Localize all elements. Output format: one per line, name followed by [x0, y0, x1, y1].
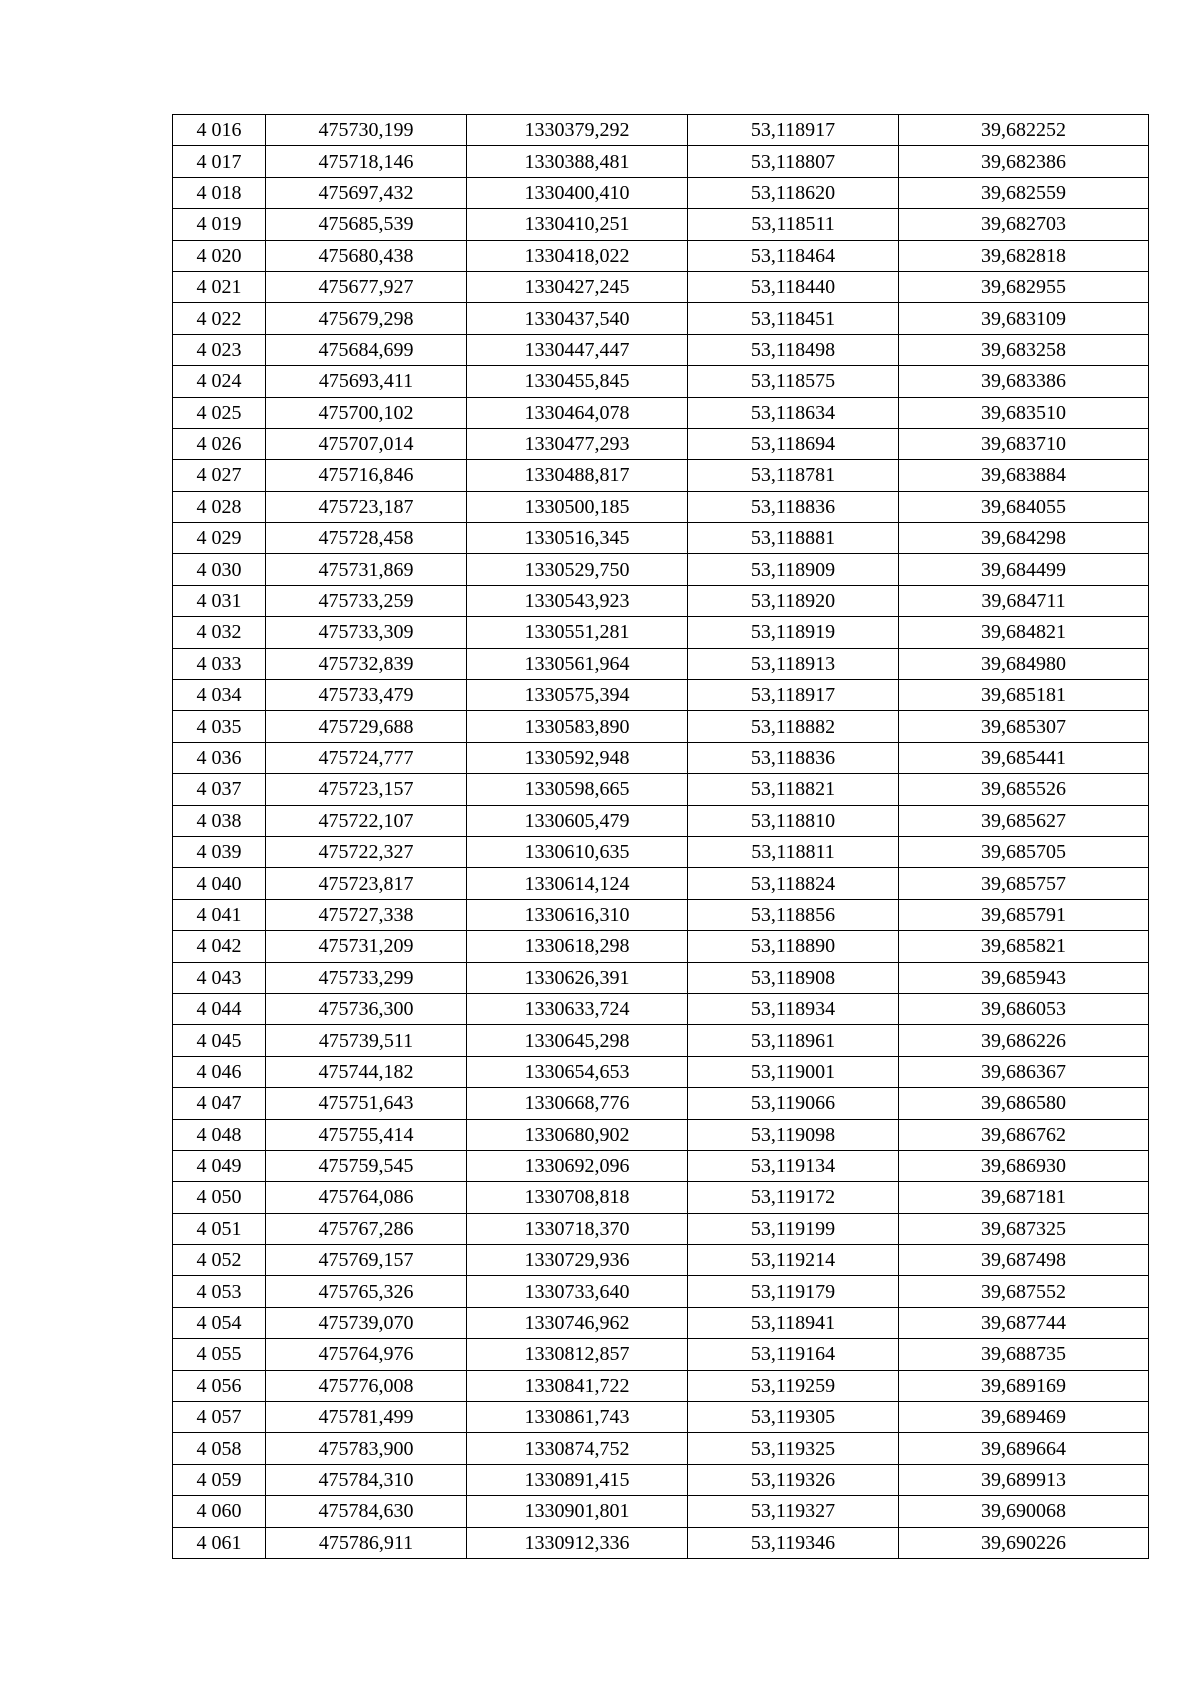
- point-number-cell: 4 033: [173, 648, 266, 679]
- y-coordinate-cell: 1330500,185: [467, 491, 688, 522]
- latitude-cell: 53,118781: [688, 460, 899, 491]
- latitude-cell: 53,119134: [688, 1150, 899, 1181]
- latitude-cell: 53,118908: [688, 962, 899, 993]
- latitude-cell: 53,118961: [688, 1025, 899, 1056]
- latitude-cell: 53,119325: [688, 1433, 899, 1464]
- table-row: [173, 1056, 1149, 1087]
- coordinates-table: [172, 114, 1149, 1559]
- y-coordinate-cell: 1330575,394: [467, 680, 688, 711]
- table-row: [173, 209, 1149, 240]
- x-coordinate-cell: 475739,511: [266, 1025, 467, 1056]
- longitude-cell: 39,685181: [899, 680, 1149, 711]
- latitude-cell: 53,119179: [688, 1276, 899, 1307]
- table-row: [173, 397, 1149, 428]
- point-number-cell: 4 036: [173, 742, 266, 773]
- y-coordinate-cell: 1330616,310: [467, 899, 688, 930]
- table-row: [173, 711, 1149, 742]
- y-coordinate-cell: 1330598,665: [467, 774, 688, 805]
- table-row: [173, 774, 1149, 805]
- point-number-cell: 4 054: [173, 1307, 266, 1338]
- point-number-cell: 4 040: [173, 868, 266, 899]
- longitude-cell: 39,685757: [899, 868, 1149, 899]
- point-number-cell: 4 024: [173, 366, 266, 397]
- longitude-cell: 39,682703: [899, 209, 1149, 240]
- latitude-cell: 53,119327: [688, 1496, 899, 1527]
- longitude-cell: 39,687181: [899, 1182, 1149, 1213]
- longitude-cell: 39,683710: [899, 428, 1149, 459]
- y-coordinate-cell: 1330874,752: [467, 1433, 688, 1464]
- table-row: [173, 868, 1149, 899]
- x-coordinate-cell: 475723,817: [266, 868, 467, 899]
- y-coordinate-cell: 1330841,722: [467, 1370, 688, 1401]
- longitude-cell: 39,683510: [899, 397, 1149, 428]
- latitude-cell: 53,118694: [688, 428, 899, 459]
- latitude-cell: 53,119172: [688, 1182, 899, 1213]
- x-coordinate-cell: 475755,414: [266, 1119, 467, 1150]
- table-row: [173, 805, 1149, 836]
- y-coordinate-cell: 1330516,345: [467, 523, 688, 554]
- y-coordinate-cell: 1330746,962: [467, 1307, 688, 1338]
- longitude-cell: 39,689913: [899, 1464, 1149, 1495]
- x-coordinate-cell: 475733,309: [266, 617, 467, 648]
- x-coordinate-cell: 475722,327: [266, 836, 467, 867]
- point-number-cell: 4 037: [173, 774, 266, 805]
- longitude-cell: 39,683884: [899, 460, 1149, 491]
- y-coordinate-cell: 1330912,336: [467, 1527, 688, 1558]
- latitude-cell: 53,119214: [688, 1245, 899, 1276]
- x-coordinate-cell: 475685,539: [266, 209, 467, 240]
- y-coordinate-cell: 1330891,415: [467, 1464, 688, 1495]
- x-coordinate-cell: 475781,499: [266, 1402, 467, 1433]
- table-row: [173, 1307, 1149, 1338]
- point-number-cell: 4 021: [173, 271, 266, 302]
- longitude-cell: 39,685307: [899, 711, 1149, 742]
- y-coordinate-cell: 1330464,078: [467, 397, 688, 428]
- y-coordinate-cell: 1330455,845: [467, 366, 688, 397]
- y-coordinate-cell: 1330379,292: [467, 115, 688, 146]
- x-coordinate-cell: 475731,209: [266, 931, 467, 962]
- x-coordinate-cell: 475730,199: [266, 115, 467, 146]
- point-number-cell: 4 026: [173, 428, 266, 459]
- latitude-cell: 53,118836: [688, 491, 899, 522]
- longitude-cell: 39,686762: [899, 1119, 1149, 1150]
- table-row: [173, 334, 1149, 365]
- latitude-cell: 53,119199: [688, 1213, 899, 1244]
- y-coordinate-cell: 1330529,750: [467, 554, 688, 585]
- point-number-cell: 4 061: [173, 1527, 266, 1558]
- x-coordinate-cell: 475723,187: [266, 491, 467, 522]
- latitude-cell: 53,119001: [688, 1056, 899, 1087]
- y-coordinate-cell: 1330561,964: [467, 648, 688, 679]
- latitude-cell: 53,118856: [688, 899, 899, 930]
- table-row: [173, 303, 1149, 334]
- x-coordinate-cell: 475722,107: [266, 805, 467, 836]
- point-number-cell: 4 029: [173, 523, 266, 554]
- longitude-cell: 39,683258: [899, 334, 1149, 365]
- point-number-cell: 4 031: [173, 585, 266, 616]
- point-number-cell: 4 059: [173, 1464, 266, 1495]
- table-row: [173, 1213, 1149, 1244]
- y-coordinate-cell: 1330410,251: [467, 209, 688, 240]
- latitude-cell: 53,118821: [688, 774, 899, 805]
- table-row: [173, 146, 1149, 177]
- point-number-cell: 4 019: [173, 209, 266, 240]
- x-coordinate-cell: 475751,643: [266, 1088, 467, 1119]
- x-coordinate-cell: 475784,630: [266, 1496, 467, 1527]
- latitude-cell: 53,119305: [688, 1402, 899, 1433]
- y-coordinate-cell: 1330645,298: [467, 1025, 688, 1056]
- point-number-cell: 4 052: [173, 1245, 266, 1276]
- table-row: [173, 1182, 1149, 1213]
- y-coordinate-cell: 1330551,281: [467, 617, 688, 648]
- y-coordinate-cell: 1330477,293: [467, 428, 688, 459]
- x-coordinate-cell: 475736,300: [266, 993, 467, 1024]
- longitude-cell: 39,686930: [899, 1150, 1149, 1181]
- y-coordinate-cell: 1330583,890: [467, 711, 688, 742]
- y-coordinate-cell: 1330614,124: [467, 868, 688, 899]
- table-row: [173, 491, 1149, 522]
- x-coordinate-cell: 475731,869: [266, 554, 467, 585]
- table-row: [173, 962, 1149, 993]
- point-number-cell: 4 038: [173, 805, 266, 836]
- x-coordinate-cell: 475764,086: [266, 1182, 467, 1213]
- y-coordinate-cell: 1330861,743: [467, 1402, 688, 1433]
- point-number-cell: 4 045: [173, 1025, 266, 1056]
- x-coordinate-cell: 475786,911: [266, 1527, 467, 1558]
- table-row: [173, 1527, 1149, 1558]
- latitude-cell: 53,118620: [688, 177, 899, 208]
- latitude-cell: 53,118811: [688, 836, 899, 867]
- longitude-cell: 39,686053: [899, 993, 1149, 1024]
- latitude-cell: 53,118919: [688, 617, 899, 648]
- point-number-cell: 4 018: [173, 177, 266, 208]
- longitude-cell: 39,688735: [899, 1339, 1149, 1370]
- x-coordinate-cell: 475764,976: [266, 1339, 467, 1370]
- table-row: [173, 617, 1149, 648]
- point-number-cell: 4 056: [173, 1370, 266, 1401]
- longitude-cell: 39,686226: [899, 1025, 1149, 1056]
- y-coordinate-cell: 1330901,801: [467, 1496, 688, 1527]
- x-coordinate-cell: 475765,326: [266, 1276, 467, 1307]
- table-row: [173, 899, 1149, 930]
- latitude-cell: 53,119326: [688, 1464, 899, 1495]
- latitude-cell: 53,119066: [688, 1088, 899, 1119]
- table-row: [173, 115, 1149, 146]
- latitude-cell: 53,118511: [688, 209, 899, 240]
- table-row: [173, 1150, 1149, 1181]
- point-number-cell: 4 049: [173, 1150, 266, 1181]
- x-coordinate-cell: 475679,298: [266, 303, 467, 334]
- longitude-cell: 39,685705: [899, 836, 1149, 867]
- y-coordinate-cell: 1330812,857: [467, 1339, 688, 1370]
- y-coordinate-cell: 1330592,948: [467, 742, 688, 773]
- longitude-cell: 39,684298: [899, 523, 1149, 554]
- y-coordinate-cell: 1330437,540: [467, 303, 688, 334]
- y-coordinate-cell: 1330388,481: [467, 146, 688, 177]
- latitude-cell: 53,119098: [688, 1119, 899, 1150]
- point-number-cell: 4 027: [173, 460, 266, 491]
- latitude-cell: 53,119346: [688, 1527, 899, 1558]
- y-coordinate-cell: 1330680,902: [467, 1119, 688, 1150]
- latitude-cell: 53,118909: [688, 554, 899, 585]
- table-row: [173, 554, 1149, 585]
- latitude-cell: 53,118882: [688, 711, 899, 742]
- longitude-cell: 39,682818: [899, 240, 1149, 271]
- latitude-cell: 53,118934: [688, 993, 899, 1024]
- latitude-cell: 53,118634: [688, 397, 899, 428]
- latitude-cell: 53,119164: [688, 1339, 899, 1370]
- longitude-cell: 39,687744: [899, 1307, 1149, 1338]
- x-coordinate-cell: 475697,432: [266, 177, 467, 208]
- y-coordinate-cell: 1330488,817: [467, 460, 688, 491]
- latitude-cell: 53,118810: [688, 805, 899, 836]
- table-row: [173, 1402, 1149, 1433]
- table-row: [173, 1339, 1149, 1370]
- latitude-cell: 53,118440: [688, 271, 899, 302]
- latitude-cell: 53,118881: [688, 523, 899, 554]
- latitude-cell: 53,118920: [688, 585, 899, 616]
- table-row: [173, 460, 1149, 491]
- table-row: [173, 1370, 1149, 1401]
- table-row: [173, 240, 1149, 271]
- latitude-cell: 53,118498: [688, 334, 899, 365]
- x-coordinate-cell: 475739,070: [266, 1307, 467, 1338]
- point-number-cell: 4 022: [173, 303, 266, 334]
- longitude-cell: 39,685441: [899, 742, 1149, 773]
- longitude-cell: 39,685791: [899, 899, 1149, 930]
- table-row: [173, 1433, 1149, 1464]
- y-coordinate-cell: 1330418,022: [467, 240, 688, 271]
- longitude-cell: 39,687552: [899, 1276, 1149, 1307]
- longitude-cell: 39,690226: [899, 1527, 1149, 1558]
- latitude-cell: 53,118941: [688, 1307, 899, 1338]
- point-number-cell: 4 048: [173, 1119, 266, 1150]
- point-number-cell: 4 055: [173, 1339, 266, 1370]
- x-coordinate-cell: 475776,008: [266, 1370, 467, 1401]
- table-row: [173, 177, 1149, 208]
- point-number-cell: 4 020: [173, 240, 266, 271]
- latitude-cell: 53,118913: [688, 648, 899, 679]
- point-number-cell: 4 035: [173, 711, 266, 742]
- longitude-cell: 39,682955: [899, 271, 1149, 302]
- y-coordinate-cell: 1330654,653: [467, 1056, 688, 1087]
- latitude-cell: 53,118575: [688, 366, 899, 397]
- x-coordinate-cell: 475693,411: [266, 366, 467, 397]
- point-number-cell: 4 032: [173, 617, 266, 648]
- x-coordinate-cell: 475769,157: [266, 1245, 467, 1276]
- point-number-cell: 4 025: [173, 397, 266, 428]
- longitude-cell: 39,682386: [899, 146, 1149, 177]
- x-coordinate-cell: 475718,146: [266, 146, 467, 177]
- x-coordinate-cell: 475680,438: [266, 240, 467, 271]
- point-number-cell: 4 047: [173, 1088, 266, 1119]
- y-coordinate-cell: 1330633,724: [467, 993, 688, 1024]
- longitude-cell: 39,684980: [899, 648, 1149, 679]
- table-row: [173, 1119, 1149, 1150]
- table-row: [173, 1276, 1149, 1307]
- y-coordinate-cell: 1330400,410: [467, 177, 688, 208]
- point-number-cell: 4 050: [173, 1182, 266, 1213]
- x-coordinate-cell: 475744,182: [266, 1056, 467, 1087]
- table-row: [173, 366, 1149, 397]
- table-row: [173, 585, 1149, 616]
- table-row: [173, 1496, 1149, 1527]
- table-row: [173, 648, 1149, 679]
- x-coordinate-cell: 475733,299: [266, 962, 467, 993]
- longitude-cell: 39,682559: [899, 177, 1149, 208]
- y-coordinate-cell: 1330668,776: [467, 1088, 688, 1119]
- x-coordinate-cell: 475700,102: [266, 397, 467, 428]
- point-number-cell: 4 051: [173, 1213, 266, 1244]
- table-row: [173, 523, 1149, 554]
- table-row: [173, 1088, 1149, 1119]
- point-number-cell: 4 046: [173, 1056, 266, 1087]
- longitude-cell: 39,689664: [899, 1433, 1149, 1464]
- longitude-cell: 39,686580: [899, 1088, 1149, 1119]
- y-coordinate-cell: 1330543,923: [467, 585, 688, 616]
- longitude-cell: 39,684821: [899, 617, 1149, 648]
- point-number-cell: 4 053: [173, 1276, 266, 1307]
- y-coordinate-cell: 1330729,936: [467, 1245, 688, 1276]
- latitude-cell: 53,118836: [688, 742, 899, 773]
- longitude-cell: 39,685943: [899, 962, 1149, 993]
- latitude-cell: 53,118917: [688, 680, 899, 711]
- longitude-cell: 39,685821: [899, 931, 1149, 962]
- y-coordinate-cell: 1330718,370: [467, 1213, 688, 1244]
- x-coordinate-cell: 475723,157: [266, 774, 467, 805]
- y-coordinate-cell: 1330427,245: [467, 271, 688, 302]
- point-number-cell: 4 016: [173, 115, 266, 146]
- longitude-cell: 39,683386: [899, 366, 1149, 397]
- y-coordinate-cell: 1330733,640: [467, 1276, 688, 1307]
- x-coordinate-cell: 475724,777: [266, 742, 467, 773]
- point-number-cell: 4 028: [173, 491, 266, 522]
- table-row: [173, 1245, 1149, 1276]
- x-coordinate-cell: 475707,014: [266, 428, 467, 459]
- longitude-cell: 39,683109: [899, 303, 1149, 334]
- latitude-cell: 53,119259: [688, 1370, 899, 1401]
- x-coordinate-cell: 475767,286: [266, 1213, 467, 1244]
- point-number-cell: 4 060: [173, 1496, 266, 1527]
- point-number-cell: 4 017: [173, 146, 266, 177]
- x-coordinate-cell: 475783,900: [266, 1433, 467, 1464]
- table-row: [173, 680, 1149, 711]
- x-coordinate-cell: 475729,688: [266, 711, 467, 742]
- y-coordinate-cell: 1330610,635: [467, 836, 688, 867]
- y-coordinate-cell: 1330605,479: [467, 805, 688, 836]
- longitude-cell: 39,685526: [899, 774, 1149, 805]
- coordinates-table-body: [173, 115, 1149, 1559]
- x-coordinate-cell: 475733,479: [266, 680, 467, 711]
- longitude-cell: 39,684711: [899, 585, 1149, 616]
- longitude-cell: 39,686367: [899, 1056, 1149, 1087]
- table-row: [173, 993, 1149, 1024]
- longitude-cell: 39,689169: [899, 1370, 1149, 1401]
- point-number-cell: 4 044: [173, 993, 266, 1024]
- longitude-cell: 39,684499: [899, 554, 1149, 585]
- table-row: [173, 931, 1149, 962]
- point-number-cell: 4 042: [173, 931, 266, 962]
- point-number-cell: 4 043: [173, 962, 266, 993]
- table-row: [173, 271, 1149, 302]
- x-coordinate-cell: 475733,259: [266, 585, 467, 616]
- point-number-cell: 4 023: [173, 334, 266, 365]
- y-coordinate-cell: 1330692,096: [467, 1150, 688, 1181]
- latitude-cell: 53,118451: [688, 303, 899, 334]
- point-number-cell: 4 041: [173, 899, 266, 930]
- latitude-cell: 53,118807: [688, 146, 899, 177]
- table-row: [173, 742, 1149, 773]
- x-coordinate-cell: 475784,310: [266, 1464, 467, 1495]
- table-row: [173, 428, 1149, 459]
- latitude-cell: 53,118917: [688, 115, 899, 146]
- point-number-cell: 4 057: [173, 1402, 266, 1433]
- longitude-cell: 39,682252: [899, 115, 1149, 146]
- y-coordinate-cell: 1330618,298: [467, 931, 688, 962]
- latitude-cell: 53,118464: [688, 240, 899, 271]
- x-coordinate-cell: 475759,545: [266, 1150, 467, 1181]
- point-number-cell: 4 039: [173, 836, 266, 867]
- point-number-cell: 4 030: [173, 554, 266, 585]
- latitude-cell: 53,118890: [688, 931, 899, 962]
- longitude-cell: 39,689469: [899, 1402, 1149, 1433]
- y-coordinate-cell: 1330626,391: [467, 962, 688, 993]
- point-number-cell: 4 058: [173, 1433, 266, 1464]
- y-coordinate-cell: 1330708,818: [467, 1182, 688, 1213]
- x-coordinate-cell: 475728,458: [266, 523, 467, 554]
- x-coordinate-cell: 475677,927: [266, 271, 467, 302]
- longitude-cell: 39,685627: [899, 805, 1149, 836]
- point-number-cell: 4 034: [173, 680, 266, 711]
- longitude-cell: 39,684055: [899, 491, 1149, 522]
- table-row: [173, 836, 1149, 867]
- longitude-cell: 39,687498: [899, 1245, 1149, 1276]
- x-coordinate-cell: 475684,699: [266, 334, 467, 365]
- x-coordinate-cell: 475716,846: [266, 460, 467, 491]
- table-row: [173, 1025, 1149, 1056]
- y-coordinate-cell: 1330447,447: [467, 334, 688, 365]
- longitude-cell: 39,690068: [899, 1496, 1149, 1527]
- x-coordinate-cell: 475727,338: [266, 899, 467, 930]
- longitude-cell: 39,687325: [899, 1213, 1149, 1244]
- table-row: [173, 1464, 1149, 1495]
- x-coordinate-cell: 475732,839: [266, 648, 467, 679]
- latitude-cell: 53,118824: [688, 868, 899, 899]
